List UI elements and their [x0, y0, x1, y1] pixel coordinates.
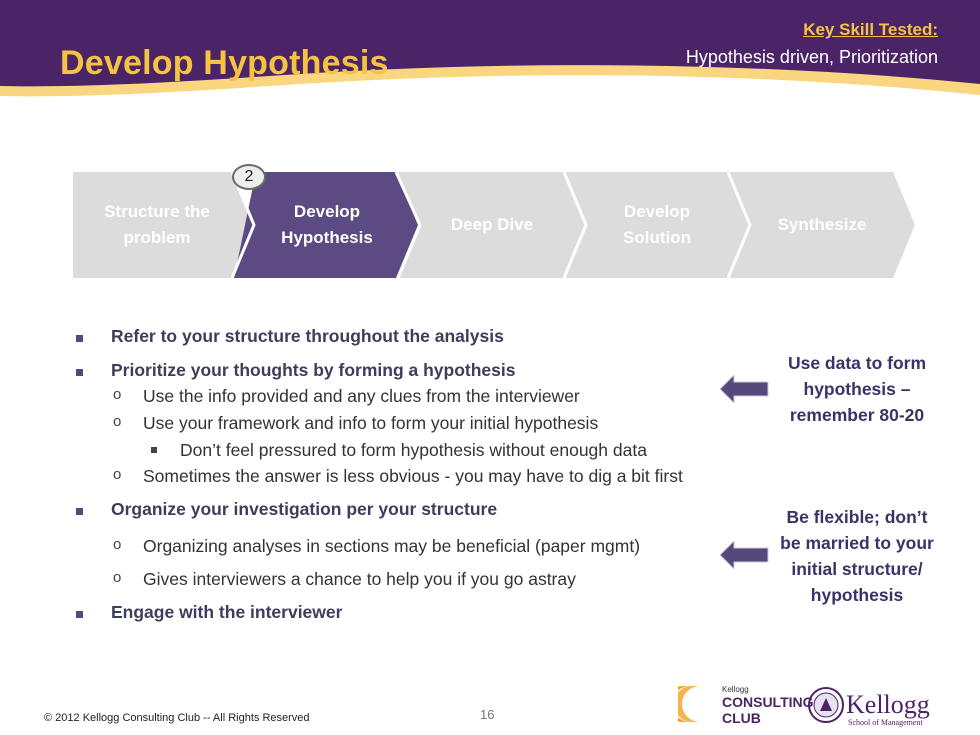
step-develop-solution: Develop Solution: [623, 202, 691, 247]
callout-line: hypothesis: [810, 585, 904, 605]
circle-bullet-icon: o: [113, 569, 122, 586]
key-skill-value: Hypothesis driven, Prioritization: [685, 47, 938, 67]
bullet-refer-structure: Refer to your structure throughout the analysis: [111, 326, 504, 346]
callout-be-flexible: [768, 504, 946, 608]
step-develop-hypothesis: Develop Hypothesis: [281, 202, 373, 247]
left-arrow-icon: [720, 541, 770, 569]
callout-line: Be flexible; don’t: [786, 507, 928, 527]
header-band: [0, 0, 980, 110]
step-synthesize: Synthesize: [777, 215, 867, 234]
sub-bullet-organizing-analyses: Organizing analyses in sections may be beneficial (paper mgmt): [143, 536, 641, 556]
bullet-organize: Organize your investigation per your structure: [111, 499, 498, 519]
step-structure-the-problem: Structure the problem: [104, 202, 210, 247]
square-bullet-icon: [151, 447, 157, 453]
bullet-engage: Engage with the interviewer: [111, 602, 343, 622]
circle-bullet-icon: o: [113, 536, 122, 553]
sub-sub-bullet-dont-feel-pressured: Don’t feel pressured to form hypothesis without enough data: [180, 440, 647, 460]
page-number: 16: [480, 707, 495, 722]
circle-bullet-icon: o: [113, 386, 122, 403]
kellogg-school-logo: [809, 688, 930, 727]
club-logo-line1: CONSULTING: [722, 694, 814, 710]
callout-use-data: [772, 350, 942, 428]
callout-line: remember 80-20: [789, 405, 925, 425]
callout-line: hypothesis –: [803, 379, 911, 399]
page-title: Develop Hypothesis: [60, 44, 389, 82]
school-logo-subtitle: School of Management: [848, 718, 923, 727]
callout-line: be married to your: [780, 533, 934, 553]
copyright-footer: © 2012 Kellogg Consulting Club -- All Rights Reserved: [44, 712, 310, 724]
callout-line: Use data to form: [787, 353, 927, 373]
sub-bullet-use-framework: Use your framework and info to form your initial hypothesis: [143, 413, 599, 433]
club-logo-line2: CLUB: [722, 710, 761, 726]
circle-bullet-icon: o: [113, 413, 122, 430]
square-bullet-icon: [76, 611, 83, 618]
logos: [678, 680, 948, 728]
bullet-prioritize: Prioritize your thoughts by forming a hypothesis: [111, 360, 516, 380]
callout-line: initial structure/: [791, 559, 923, 579]
square-bullet-icon: [76, 369, 83, 376]
sub-bullet-use-info: Use the info provided and any clues from the interviewer: [143, 386, 580, 406]
square-bullet-icon: [76, 335, 83, 342]
sub-bullet-sometimes: Sometimes the answer is less obvious - you may have to dig a bit first: [143, 466, 683, 486]
circle-bullet-icon: o: [113, 466, 122, 483]
key-skill-label: Key Skill Tested:: [803, 20, 938, 39]
club-logo-small-text: Kellogg: [722, 685, 749, 694]
sub-bullet-gives-interviewers: Gives interviewers a chance to help you if you go astray: [143, 569, 576, 589]
school-logo-name: Kellogg: [846, 690, 930, 719]
active-step-badge: 2: [232, 164, 266, 190]
consulting-club-logo: [678, 685, 814, 726]
square-bullet-icon: [76, 508, 83, 515]
left-arrow-icon: [720, 375, 770, 403]
step-deep-dive: Deep Dive: [450, 215, 534, 234]
